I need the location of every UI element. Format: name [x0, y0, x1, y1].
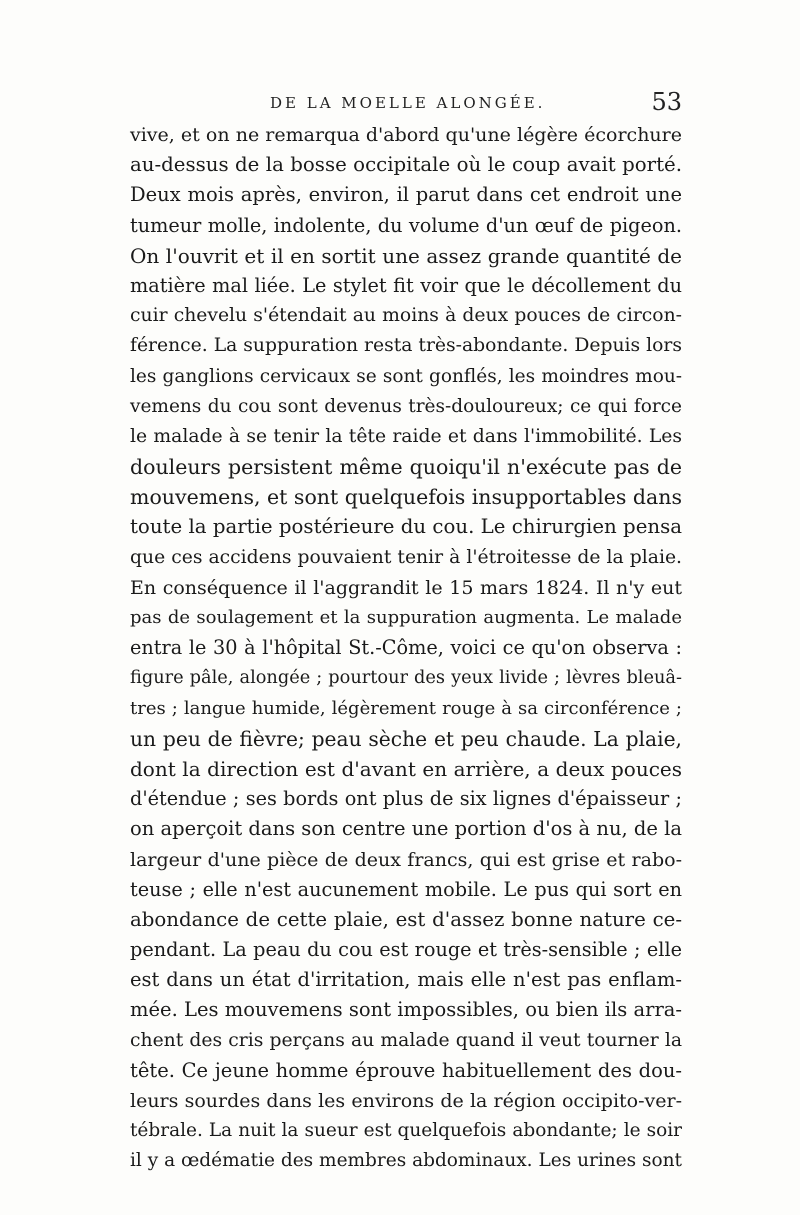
text-line: abondance de cette plaie, est d'assez bonne nature ce-	[130, 907, 682, 931]
text-line: pas de soulagement et la suppuration augmenta. Le malade	[130, 607, 682, 628]
text-line: est dans un état d'irritation, mais elle n'est pas enflam-	[130, 968, 682, 992]
text-line: toute la partie postérieure du cou. Le chirurgien pensa	[130, 515, 683, 539]
text-line: teuse ; elle n'est aucunement mobile. Le pus qui sort en	[130, 877, 682, 901]
page-number: 53	[651, 88, 682, 116]
text-line: dont la direction est d'avant en arrière, a deux pouces	[130, 756, 682, 781]
text-line: mée. Les mouvemens sont impossibles, ou bien ils arra-	[130, 998, 682, 1022]
text-line: largeur d'une pièce de deux francs, qui est grise et rabo-	[130, 848, 682, 871]
running-head	[130, 88, 682, 122]
text-line: figure pâle, alongée ; pourtour des yeux livide ; lèvres bleuâ-	[130, 668, 682, 689]
text-line: Deux mois après, environ, il parut dans cet endroit une	[130, 183, 682, 207]
text-line: férence. La suppuration resta très-abondante. Depuis lors	[130, 335, 682, 357]
text-line: les ganglions cervicaux se sont gonflés, les moindres mou-	[130, 365, 682, 387]
text-line: on aperçoit dans son centre une portion d'os à nu, de la	[130, 817, 682, 841]
text-line: mouvemens, et sont quelquefois insupportables dans	[130, 485, 682, 510]
text-line: vive, et on ne remarqua d'abord qu'une légère écorchure	[130, 124, 682, 146]
text-line: tébrale. La nuit la sueur est quelquefois abondante; le soir	[130, 1120, 682, 1142]
text-line: un peu de fièvre; peau sèche et peu chaude. La plaie,	[130, 726, 682, 751]
text-line: tumeur molle, indolente, du volume d'un œuf de pigeon.	[130, 213, 682, 237]
body-text	[130, 120, 682, 1177]
text-line: au-dessus de la bosse occipitale où le coup avait porté.	[130, 153, 682, 177]
text-line: matière mal liée. Le stylet fit voir que le décollement du	[130, 273, 682, 297]
text-line: entra le 30 à l'hôpital St.-Côme, voici ce qu'on observa :	[130, 636, 682, 660]
text-line: leurs sourdes dans les environs de la région occipito-ver-	[130, 1090, 682, 1112]
text-line: d'étendue ; ses bords ont plus de six lignes d'épaisseur ;	[130, 787, 682, 811]
text-line: En conséquence il l'aggrandit le 15 mars 1824. Il n'y eut	[130, 576, 682, 599]
text-line: il y a œdématie des membres abdominaux. Les urines sont	[130, 1150, 682, 1172]
text-line: tres ; langue humide, légèrement rouge à sa circonférence ;	[130, 697, 682, 719]
text-line: douleurs persistent même quoiqu'il n'exécute pas de	[130, 455, 682, 480]
text-line: le malade à se tenir la tête raide et dans l'immobilité. Les	[130, 425, 682, 447]
running-title: DE LA MOELLE ALONGÉE.	[270, 94, 546, 112]
text-line: cuir chevelu s'étendait au moins à deux pouces de circon-	[130, 305, 682, 327]
text-line: On l'ouvrit et il en sortit une assez grande quantité de	[130, 243, 682, 268]
text-line: que ces accidens pouvaient tenir à l'étroitesse de la plaie.	[130, 546, 682, 568]
text-line: vemens du cou sont devenus très-douloureux; ce qui force	[130, 395, 682, 417]
text-line: tête. Ce jeune homme éprouve habituellement des dou-	[130, 1058, 682, 1082]
text-line: pendant. La peau du cou est rouge et très-sensible ; elle	[130, 938, 682, 962]
text-line: chent des cris perçans au malade quand il veut tourner la	[130, 1029, 682, 1051]
